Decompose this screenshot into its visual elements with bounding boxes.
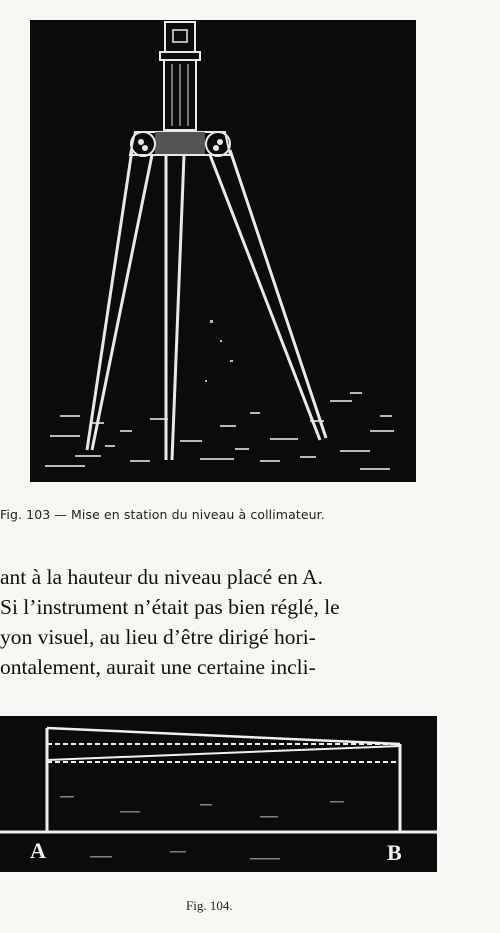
figure-104-diagram (0, 716, 437, 872)
text-line-4: ontalement, aurait une certaine incli- (0, 655, 316, 679)
text-line-2: Si l’instrument n’était pas bien réglé, le (0, 595, 340, 619)
body-text (0, 562, 500, 682)
figure-103-engraving (30, 20, 416, 482)
figure-104-caption: Fig. 104. (186, 898, 233, 913)
text-line-3: yon visuel, au lieu d’être dirigé hori- (0, 625, 316, 649)
text-line-1: ant à la hauteur du niveau placé en A. (0, 565, 323, 589)
point-a-label: A (30, 838, 46, 863)
figure-103-caption: Fig. 103 — Mise en station du niveau à collimateur. (0, 507, 325, 522)
point-b-label: B (387, 840, 402, 865)
